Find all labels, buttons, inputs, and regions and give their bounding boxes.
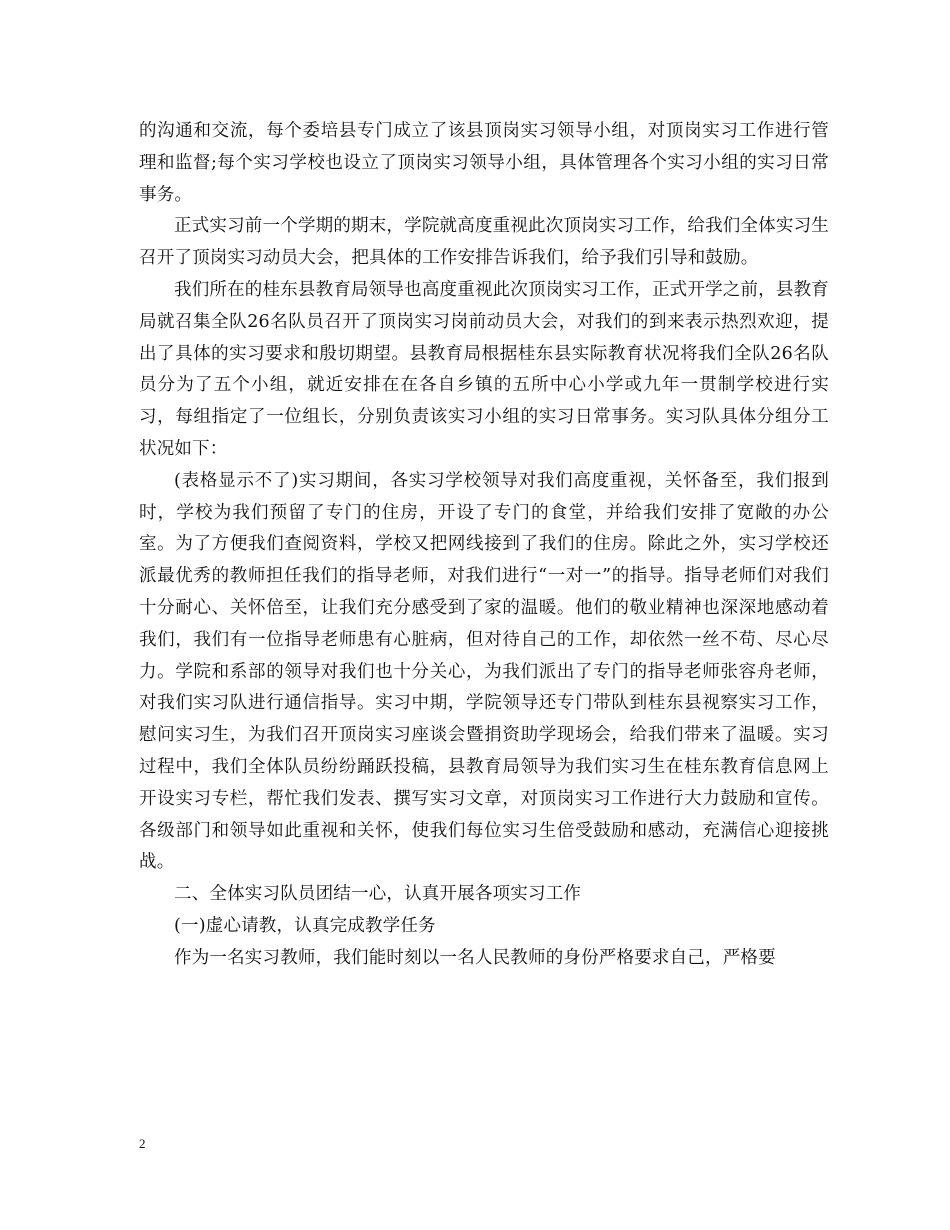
- section-heading: 二、全体实习队员团结一心，认真开展各项实习工作: [174, 884, 582, 905]
- page-number: 2: [139, 1136, 146, 1151]
- paragraph-education-bureau: 我们所在的桂东县教育局领导也高度重视此次顶岗实习工作，正式开学之前，县教育局就召集全队26名队员召开了顶岗实习岗前动员大会，对我们的到来表示热烈欢迎，提出了具体的实习要求和殷切期望。县教育局根据桂东县实际教育状况将我们全队26名队员分为了五个小组，就近安排在在各自乡镇的五所中心小学或九年一贯制学校进行实习，每组指定了一位组长，分别负责该实习小组的实习日常事务。实习队具体分组分工状况如下：: [139, 279, 829, 459]
- paragraph-continuation: 的沟通和交流，每个委培县专门成立了该县顶岗实习领导小组，对顶岗实习工作进行管理和监督;每个实习学校也设立了顶岗实习领导小组，具体管理各个实习小组的实习日常事务。: [139, 121, 829, 205]
- paragraph-internship-support: (表格显示不了)实习期间，各实习学校领导对我们高度重视，关怀备至，我们报到时，学校为我们预留了专门的住房，开设了专门的食堂，并给我们安排了宽敞的办公室。为了方便我们查阅资料，学校又把网线接到了我们的住房。除此之外，实习学校还派最优秀的教师担任我们的指导老师，对我们进行“一对一”的指导。指导老师们对我们十分耐心、关怀倍至，让我们充分感受到了家的温暖。他们的敬业精神也深深地感动着我们，我们有一位指导老师患有心脏病，但对待自己的工作，却依然一丝不苟、尽心尽力。学院和系部的领导对我们也十分关心，为我们派出了专门的指导老师张容舟老师，对我们实习队进行通信指导。实习中期，学院领导还专门带队到桂东县视察实习工作，慰问实习生，为我们召开顶岗实习座谈会暨捐资助学现场会，给我们带来了温暖。实习过程中，我们全体队员纷纷踊跃投稿，县教育局领导为我们实习生在桂东教育信息网上开设实习专栏，帮忙我们发表、撰写实习文章，对顶岗实习工作进行大力鼓励和宣传。各级部门和领导如此重视和关怀，使我们每位实习生倍受鼓励和感动，充满信心迎接挑战。: [139, 470, 829, 873]
- paragraph-teaching: 作为一名实习教师，我们能时刻以一名人民教师的身份严格要求自己，严格要: [174, 947, 776, 968]
- paragraph-mobilization-meeting: 正式实习前一个学期的期末，学院就高度重视此次顶岗实习工作，给我们全体实习生召开了顶岗实习动员大会，把具体的工作安排告诉我们，给予我们引导和鼓励。: [139, 216, 829, 269]
- document-body: [139, 116, 829, 975]
- subsection-heading: (一)虚心请教，认真完成教学任务: [174, 915, 436, 936]
